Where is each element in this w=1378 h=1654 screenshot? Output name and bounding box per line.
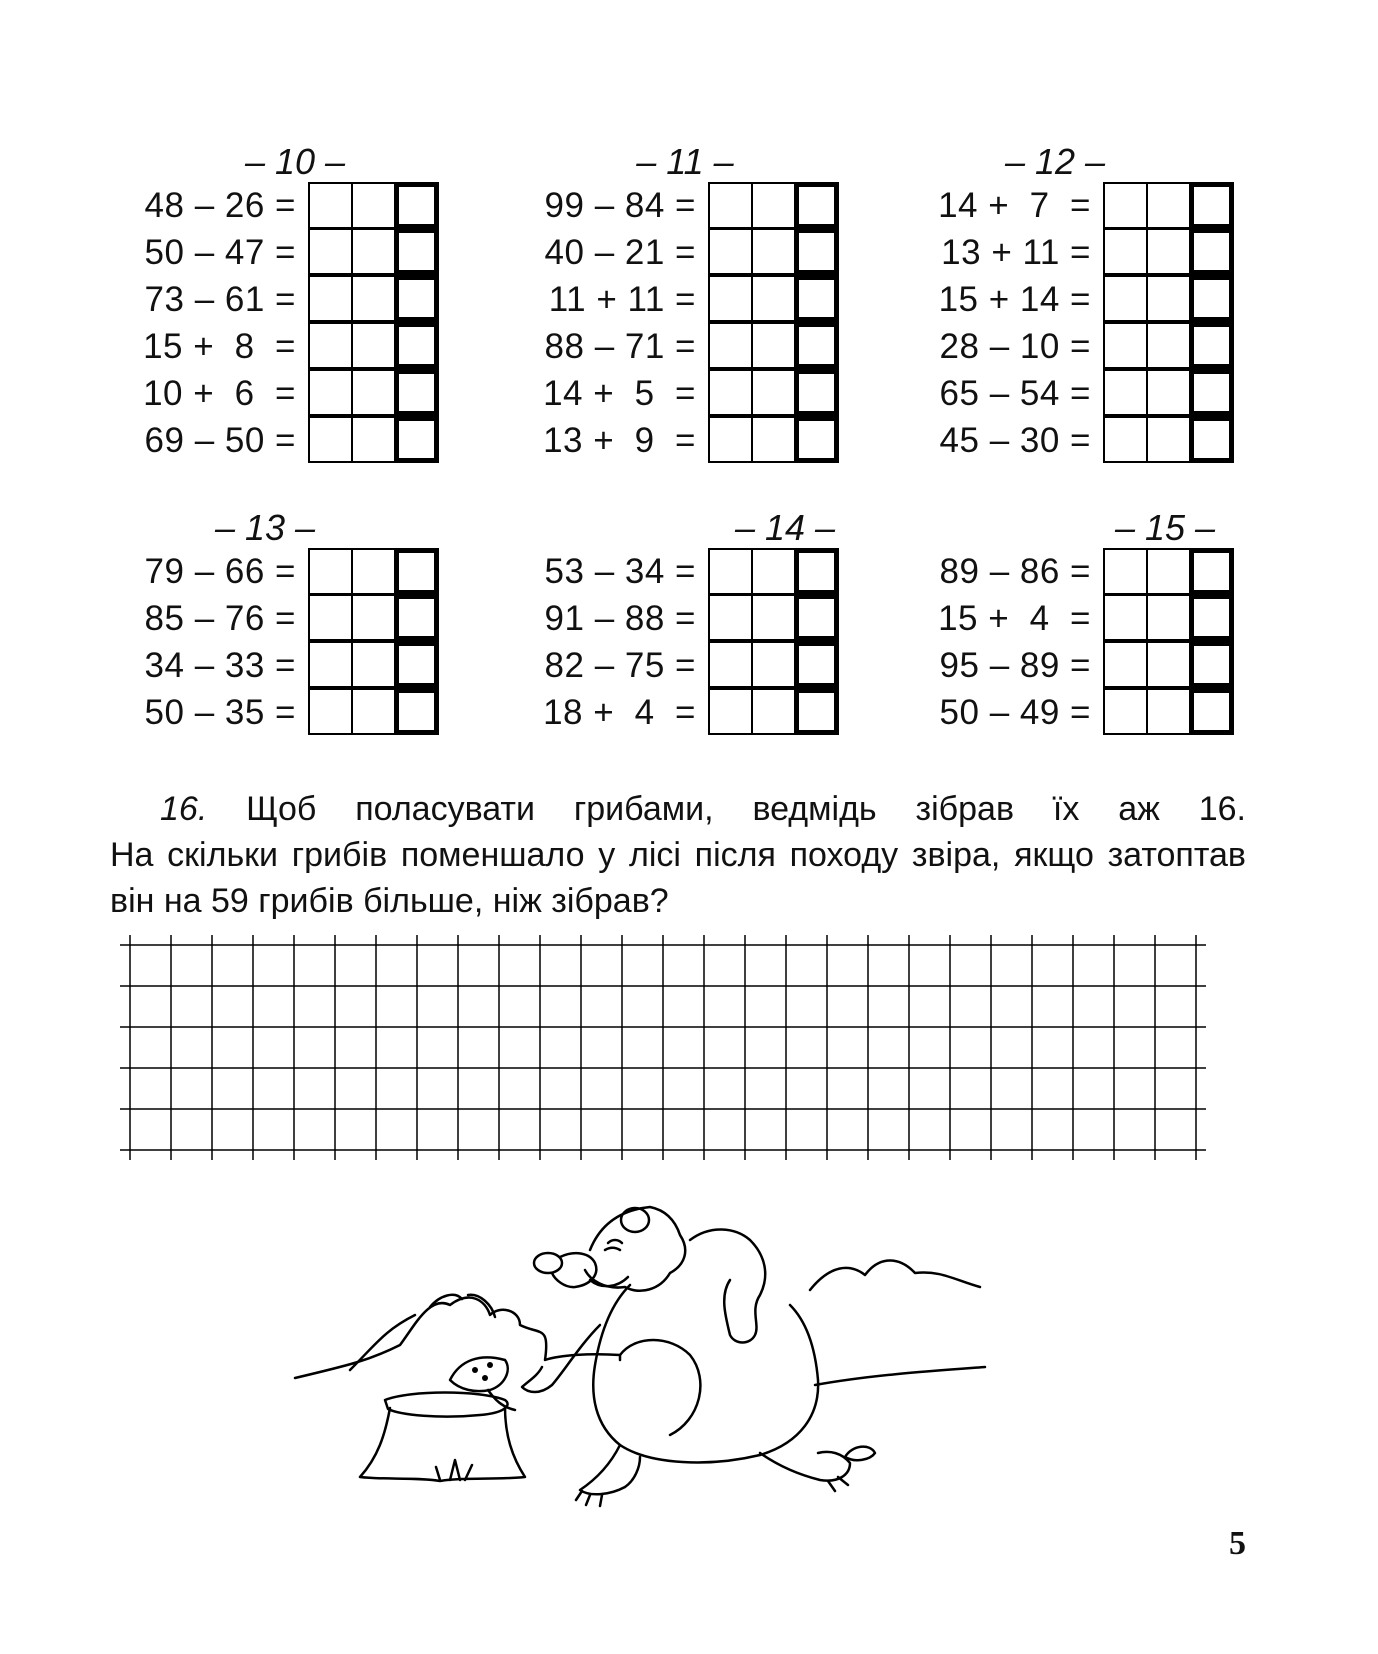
- answer-boxes[interactable]: [710, 418, 839, 463]
- answer-cell[interactable]: [751, 688, 796, 735]
- answer-boxes[interactable]: [310, 596, 439, 641]
- answer-boxes[interactable]: [1105, 548, 1234, 595]
- equation-row: [905, 323, 1234, 370]
- answer-cell[interactable]: [1189, 548, 1234, 595]
- exercise-title: – 12 –: [1004, 141, 1106, 182]
- answer-cell[interactable]: [394, 322, 439, 369]
- answer-cell[interactable]: [1189, 322, 1234, 369]
- equation: 95 – 89 =: [939, 646, 1091, 685]
- answer-cell[interactable]: [1103, 275, 1148, 322]
- answer-boxes[interactable]: [1105, 371, 1234, 416]
- answer-cell[interactable]: [394, 182, 439, 229]
- answer-cell[interactable]: [1189, 275, 1234, 322]
- equation: 50 – 49 =: [939, 693, 1091, 732]
- answer-cell[interactable]: [794, 641, 839, 688]
- answer-cell[interactable]: [794, 228, 839, 275]
- answer-cell[interactable]: [708, 641, 753, 688]
- answer-cell[interactable]: [351, 594, 396, 641]
- equation: 10 + 6 =: [143, 374, 296, 413]
- equation-row: [110, 689, 439, 736]
- equation-row: [110, 642, 439, 689]
- equation-row: [905, 182, 1234, 229]
- equation-list: [510, 182, 839, 464]
- answer-cell[interactable]: [1103, 416, 1148, 463]
- answer-cell[interactable]: [1189, 641, 1234, 688]
- answer-cell[interactable]: [794, 322, 839, 369]
- answer-cell[interactable]: [794, 548, 839, 595]
- bear-belly-icon: [620, 1340, 700, 1435]
- answer-cell[interactable]: [708, 548, 753, 595]
- answer-cell[interactable]: [1189, 228, 1234, 275]
- equation-row: [510, 642, 839, 689]
- equation: 13 + 11 =: [941, 233, 1091, 272]
- answer-cell[interactable]: [751, 228, 796, 275]
- answer-cell[interactable]: [1189, 369, 1234, 416]
- answer-boxes[interactable]: [310, 324, 439, 369]
- equation: 53 – 34 =: [544, 552, 696, 591]
- equation: 15 + 4 =: [938, 599, 1091, 638]
- problem-first-line: [110, 786, 1246, 832]
- exercise-title: – 11 –: [636, 141, 734, 182]
- answer-cell[interactable]: [394, 548, 439, 595]
- answer-cell[interactable]: [351, 275, 396, 322]
- equation: 79 – 66 =: [144, 552, 296, 591]
- answer-cell[interactable]: [751, 594, 796, 641]
- answer-cell[interactable]: [708, 228, 753, 275]
- answer-cell[interactable]: [708, 369, 753, 416]
- answer-boxes[interactable]: [310, 277, 439, 322]
- answer-cell[interactable]: [1146, 322, 1191, 369]
- answer-cell[interactable]: [708, 322, 753, 369]
- answer-cell[interactable]: [1146, 275, 1191, 322]
- answer-boxes[interactable]: [1105, 690, 1234, 735]
- answer-boxes[interactable]: [710, 643, 839, 688]
- equation: 89 – 86 =: [939, 552, 1091, 591]
- answer-cell[interactable]: [794, 182, 839, 229]
- answer-boxes[interactable]: [310, 418, 439, 463]
- grid-lines: [120, 935, 1230, 1165]
- answer-cell[interactable]: [794, 275, 839, 322]
- equation: 15 + 14 =: [938, 280, 1091, 319]
- answer-cell[interactable]: [394, 275, 439, 322]
- grass-icon: [436, 1460, 472, 1480]
- answer-cell[interactable]: [1146, 182, 1191, 229]
- equation-list: [905, 182, 1234, 464]
- bear-ear-icon: [621, 1208, 649, 1232]
- equation-row: [905, 642, 1234, 689]
- answer-cell[interactable]: [794, 594, 839, 641]
- answer-cell[interactable]: [308, 548, 353, 595]
- answer-cell[interactable]: [308, 182, 353, 229]
- answer-cell[interactable]: [308, 322, 353, 369]
- equation: 99 – 84 =: [544, 186, 696, 225]
- equation-row: [905, 689, 1234, 736]
- answer-cell[interactable]: [1146, 416, 1191, 463]
- answer-boxes[interactable]: [710, 182, 839, 229]
- equation: 14 + 7 =: [938, 186, 1091, 225]
- equation-row: [905, 548, 1234, 595]
- answer-cell[interactable]: [1189, 182, 1234, 229]
- hills-icon: [295, 1298, 620, 1378]
- answer-cell[interactable]: [708, 688, 753, 735]
- equation-row: [905, 370, 1234, 417]
- answer-cell[interactable]: [1103, 228, 1148, 275]
- bear-body-icon: [593, 1285, 818, 1462]
- answer-cell[interactable]: [1103, 369, 1148, 416]
- equation-row: [110, 370, 439, 417]
- answer-cell[interactable]: [351, 228, 396, 275]
- answer-boxes[interactable]: [1105, 596, 1234, 641]
- bear-nose-icon: [534, 1253, 562, 1273]
- problem-text-line1: Щоб поласувати грибами, ведмідь зібрав їх аж 16.: [246, 790, 1246, 828]
- equation: 45 – 30 =: [939, 421, 1091, 460]
- bear-arm-raised-icon: [690, 1229, 765, 1342]
- equation: 13 + 9 =: [543, 421, 696, 460]
- tree-stump-icon: [360, 1393, 525, 1482]
- answer-cell[interactable]: [351, 641, 396, 688]
- equation-row: [110, 276, 439, 323]
- equation-row: [110, 229, 439, 276]
- equation: 65 – 54 =: [939, 374, 1091, 413]
- bear-eye-icon: [605, 1240, 622, 1250]
- answer-cell[interactable]: [351, 416, 396, 463]
- answer-boxes[interactable]: [1105, 324, 1234, 369]
- small-mushroom-icon: [845, 1447, 875, 1461]
- answer-boxes[interactable]: [1105, 230, 1234, 275]
- answer-cell[interactable]: [394, 594, 439, 641]
- equation: 40 – 21 =: [544, 233, 696, 272]
- answer-boxes[interactable]: [710, 371, 839, 416]
- equation-row: [905, 417, 1234, 464]
- equation-row: [510, 229, 839, 276]
- equation: 91 – 88 =: [544, 599, 696, 638]
- answer-cell[interactable]: [1146, 641, 1191, 688]
- answer-cell[interactable]: [1103, 641, 1148, 688]
- answer-cell[interactable]: [751, 275, 796, 322]
- answer-cell[interactable]: [1103, 594, 1148, 641]
- equation: 11 + 11 =: [548, 280, 696, 319]
- answer-cell[interactable]: [1146, 548, 1191, 595]
- answer-cell[interactable]: [351, 369, 396, 416]
- answer-cell[interactable]: [351, 548, 396, 595]
- equation: 34 – 33 =: [144, 646, 296, 685]
- equation-row: [510, 370, 839, 417]
- mushroom-icon: [450, 1357, 515, 1410]
- bear-leg-right-icon: [760, 1452, 850, 1481]
- exercise-title: – 15 –: [1114, 507, 1216, 548]
- equation: 50 – 35 =: [144, 693, 296, 732]
- equation: 85 – 76 =: [144, 599, 296, 638]
- mushroom-spot-icon: [487, 1362, 493, 1368]
- equation-row: [510, 548, 839, 595]
- answer-boxes[interactable]: [1105, 182, 1234, 229]
- answer-boxes[interactable]: [310, 182, 439, 229]
- answer-boxes[interactable]: [310, 690, 439, 735]
- equation-row: [905, 595, 1234, 642]
- answer-boxes[interactable]: [710, 548, 839, 595]
- equation: 82 – 75 =: [544, 646, 696, 685]
- problem-text-rest: На скільки грибів поменшало у лісі після походу звіра, якщо затоптав він на 59 грибів більше, ніж зібрав?: [110, 836, 1246, 920]
- answer-cell[interactable]: [394, 688, 439, 735]
- equation: 88 – 71 =: [544, 327, 696, 366]
- answer-cell[interactable]: [308, 641, 353, 688]
- answer-boxes[interactable]: [710, 230, 839, 275]
- answer-grid[interactable]: [120, 935, 1230, 1170]
- answer-cell[interactable]: [308, 416, 353, 463]
- answer-cell[interactable]: [1103, 182, 1148, 229]
- answer-cell[interactable]: [308, 688, 353, 735]
- equation: 73 – 61 =: [144, 280, 296, 319]
- answer-cell[interactable]: [1189, 688, 1234, 735]
- answer-cell[interactable]: [794, 688, 839, 735]
- answer-boxes[interactable]: [710, 324, 839, 369]
- answer-cell[interactable]: [794, 416, 839, 463]
- equation-row: [905, 276, 1234, 323]
- equation-row: [110, 323, 439, 370]
- answer-cell[interactable]: [1146, 369, 1191, 416]
- exercise-title: – 13 –: [214, 507, 316, 548]
- equation-row: [110, 548, 439, 595]
- answer-cell[interactable]: [751, 182, 796, 229]
- bear-head-icon: [585, 1207, 685, 1291]
- answer-cell[interactable]: [751, 369, 796, 416]
- answer-cell[interactable]: [351, 322, 396, 369]
- equation-row: [510, 595, 839, 642]
- equation: 18 + 4 =: [543, 693, 696, 732]
- answer-cell[interactable]: [394, 416, 439, 463]
- equation-row: [110, 595, 439, 642]
- equation-row: [110, 182, 439, 229]
- equation: 28 – 10 =: [939, 327, 1091, 366]
- equation-list: [510, 548, 839, 736]
- answer-cell[interactable]: [1146, 688, 1191, 735]
- answer-cell[interactable]: [394, 228, 439, 275]
- equation-row: [110, 417, 439, 464]
- answer-boxes[interactable]: [310, 548, 439, 595]
- bear-with-mushroom-icon: [290, 1195, 1050, 1515]
- answer-cell[interactable]: [1103, 548, 1148, 595]
- equation-row: [905, 229, 1234, 276]
- answer-cell[interactable]: [708, 416, 753, 463]
- equation-row: [510, 689, 839, 736]
- answer-boxes[interactable]: [710, 690, 839, 735]
- exercise-title: – 14 –: [734, 507, 836, 548]
- equation: 14 + 5 =: [543, 374, 696, 413]
- equation-list: [110, 548, 439, 736]
- answer-boxes[interactable]: [310, 230, 439, 275]
- mushroom-spot-icon: [482, 1375, 488, 1381]
- answer-cell[interactable]: [1146, 228, 1191, 275]
- equation-list: [905, 548, 1234, 736]
- answer-cell[interactable]: [351, 182, 396, 229]
- equation: 50 – 47 =: [144, 233, 296, 272]
- equation: 69 – 50 =: [144, 421, 296, 460]
- answer-cell[interactable]: [1189, 416, 1234, 463]
- answer-cell[interactable]: [308, 275, 353, 322]
- answer-cell[interactable]: [751, 322, 796, 369]
- answer-boxes[interactable]: [1105, 643, 1234, 688]
- mushroom-spot-icon: [472, 1367, 478, 1373]
- equation: 15 + 8 =: [143, 327, 296, 366]
- answer-boxes[interactable]: [1105, 418, 1234, 463]
- problem-number: 16.: [160, 790, 208, 828]
- equation-row: [510, 417, 839, 464]
- hills-right-icon: [810, 1261, 985, 1386]
- answer-cell[interactable]: [351, 688, 396, 735]
- answer-boxes[interactable]: [310, 643, 439, 688]
- answer-cell[interactable]: [308, 369, 353, 416]
- word-problem: [110, 786, 1246, 924]
- answer-cell[interactable]: [308, 228, 353, 275]
- answer-cell[interactable]: [394, 369, 439, 416]
- answer-cell[interactable]: [1103, 688, 1148, 735]
- answer-boxes[interactable]: [310, 371, 439, 416]
- answer-boxes[interactable]: [710, 596, 839, 641]
- equation-list: [110, 182, 439, 464]
- answer-cell[interactable]: [308, 594, 353, 641]
- answer-cell[interactable]: [708, 275, 753, 322]
- bear-illustration: [290, 1195, 1050, 1520]
- answer-cell[interactable]: [394, 641, 439, 688]
- equation: 48 – 26 =: [144, 186, 296, 225]
- answer-cell[interactable]: [794, 369, 839, 416]
- answer-cell[interactable]: [751, 641, 796, 688]
- answer-cell[interactable]: [751, 548, 796, 595]
- exercise-title: – 10 –: [244, 141, 346, 182]
- equation-row: [510, 182, 839, 229]
- equation-row: [510, 323, 839, 370]
- page-number: 5: [1229, 1525, 1246, 1562]
- equation-row: [510, 276, 839, 323]
- answer-boxes[interactable]: [710, 277, 839, 322]
- answer-cell[interactable]: [1146, 594, 1191, 641]
- answer-cell[interactable]: [708, 594, 753, 641]
- answer-cell[interactable]: [1103, 322, 1148, 369]
- bear-arm-icon: [522, 1325, 600, 1392]
- answer-cell[interactable]: [708, 182, 753, 229]
- answer-boxes[interactable]: [1105, 277, 1234, 322]
- answer-cell[interactable]: [751, 416, 796, 463]
- answer-cell[interactable]: [1189, 594, 1234, 641]
